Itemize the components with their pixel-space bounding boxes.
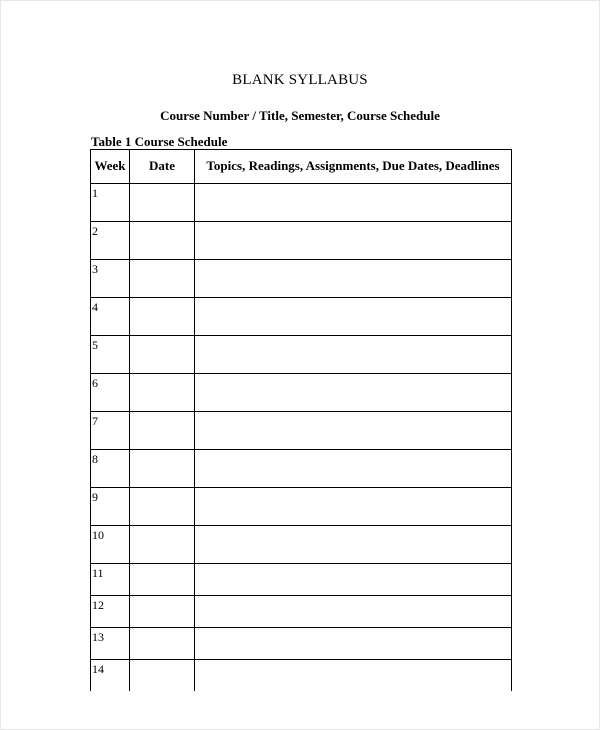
week-cell: 10 — [91, 526, 130, 564]
topics-cell[interactable] — [195, 526, 512, 564]
week-cell: 6 — [91, 374, 130, 412]
topics-cell[interactable] — [195, 298, 512, 336]
table-row — [91, 374, 512, 412]
topics-cell[interactable] — [195, 374, 512, 412]
date-cell[interactable] — [130, 336, 195, 374]
week-cell: 8 — [91, 450, 130, 488]
date-cell[interactable] — [130, 526, 195, 564]
date-cell[interactable] — [130, 184, 195, 222]
topics-cell[interactable] — [195, 184, 512, 222]
table-caption: Table 1 Course Schedule — [91, 134, 228, 149]
topics-cell[interactable] — [195, 488, 512, 526]
topics-cell[interactable] — [195, 450, 512, 488]
week-cell: 1 — [91, 184, 130, 222]
topics-cell[interactable] — [195, 260, 512, 298]
document-subtitle: Course Number / Title, Semester, Course Schedule — [160, 108, 440, 123]
table-row — [91, 596, 512, 628]
table-row — [91, 628, 512, 660]
date-cell[interactable] — [130, 596, 195, 628]
topics-cell[interactable] — [195, 564, 512, 596]
date-cell[interactable] — [130, 628, 195, 660]
date-cell[interactable] — [130, 660, 195, 692]
week-cell: 11 — [91, 564, 130, 596]
week-cell: 12 — [91, 596, 130, 628]
table-row — [91, 526, 512, 564]
topics-cell[interactable] — [195, 222, 512, 260]
table-row — [91, 412, 512, 450]
document-title: BLANK SYLLABUS — [232, 72, 368, 88]
date-column-header: Date — [130, 150, 195, 184]
table-header-row — [91, 150, 512, 184]
table-row — [91, 488, 512, 526]
topics-cell[interactable] — [195, 412, 512, 450]
date-cell[interactable] — [130, 450, 195, 488]
date-cell[interactable] — [130, 564, 195, 596]
table-row — [91, 222, 512, 260]
week-cell: 5 — [91, 336, 130, 374]
topics-cell[interactable] — [195, 336, 512, 374]
date-cell[interactable] — [130, 298, 195, 336]
course-schedule-table — [90, 149, 512, 691]
date-cell[interactable] — [130, 488, 195, 526]
week-cell: 9 — [91, 488, 130, 526]
table-row — [91, 184, 512, 222]
week-cell: 4 — [91, 298, 130, 336]
week-cell: 3 — [91, 260, 130, 298]
table-row — [91, 336, 512, 374]
table-row — [91, 660, 512, 692]
topics-cell[interactable] — [195, 660, 512, 692]
week-column-header: Week — [91, 150, 130, 184]
table-row — [91, 450, 512, 488]
week-cell: 14 — [91, 660, 130, 692]
table-row — [91, 564, 512, 596]
table-row — [91, 298, 512, 336]
week-cell: 7 — [91, 412, 130, 450]
table-row — [91, 260, 512, 298]
week-cell: 13 — [91, 628, 130, 660]
week-cell: 2 — [91, 222, 130, 260]
topics-column-header: Topics, Readings, Assignments, Due Dates, Deadlines — [195, 150, 512, 184]
date-cell[interactable] — [130, 260, 195, 298]
topics-cell[interactable] — [195, 628, 512, 660]
date-cell[interactable] — [130, 412, 195, 450]
date-cell[interactable] — [130, 222, 195, 260]
date-cell[interactable] — [130, 374, 195, 412]
topics-cell[interactable] — [195, 596, 512, 628]
